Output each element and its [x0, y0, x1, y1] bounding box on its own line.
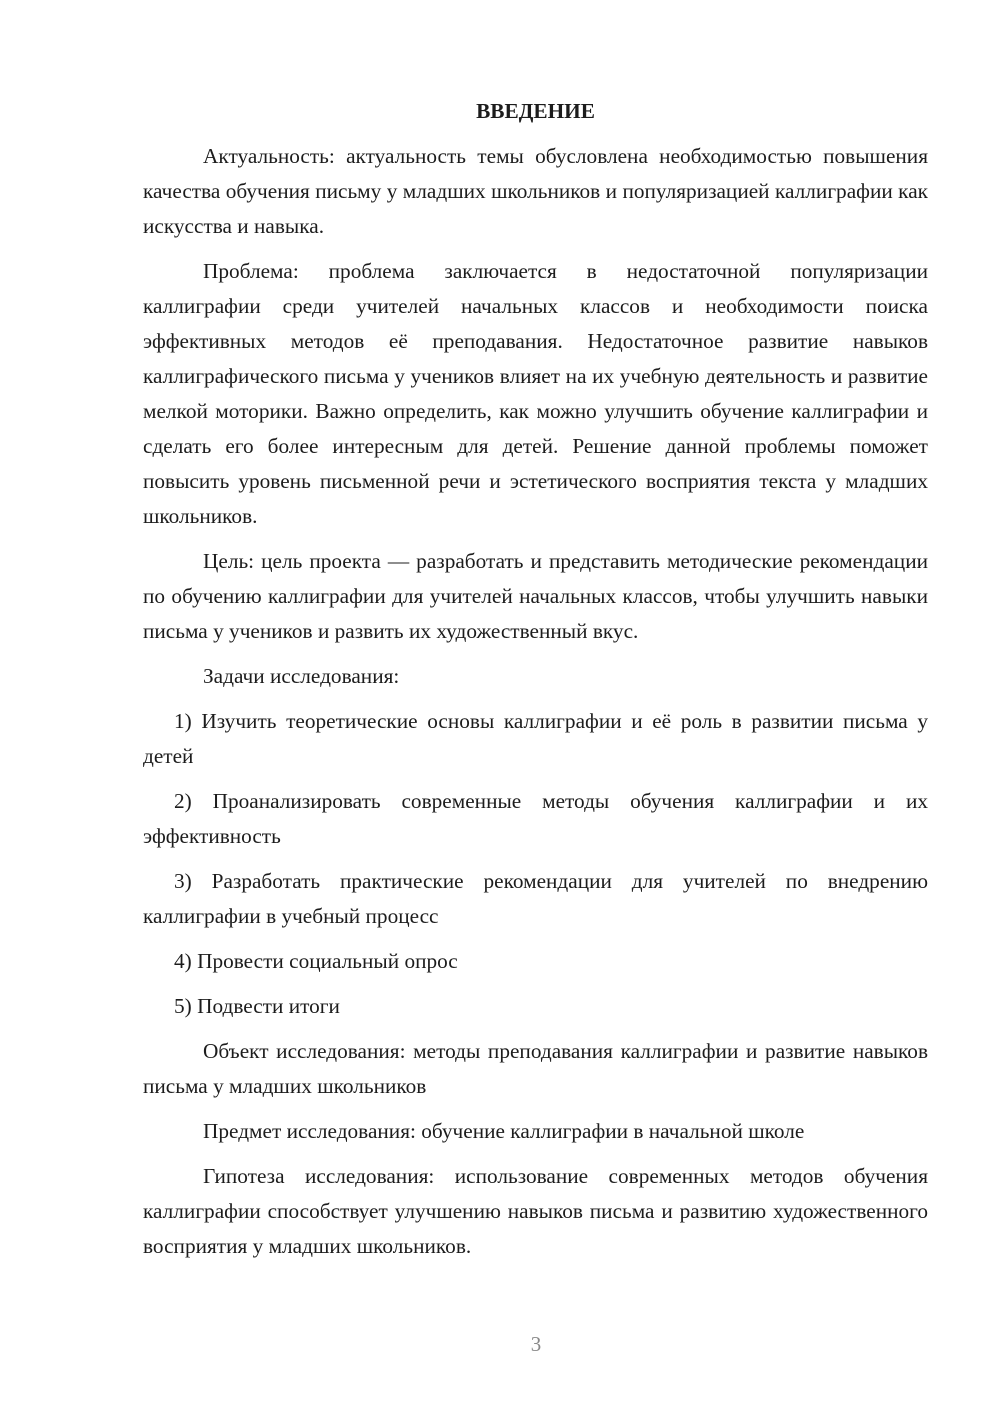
task-item-3: 3) Разработать практические рекомендации для учителей по внедрению каллиграфии в учебный процесс — [143, 869, 928, 928]
relevance-paragraph: Актуальность: актуальность темы обусловлена необходимостью повышения качества обучения письму у младших школьников и популяризацией каллиграфии как искусства и навыка. — [143, 144, 928, 238]
tasks-heading: Задачи исследования: — [203, 664, 400, 688]
page-number: 3 — [530, 1332, 542, 1356]
document-body — [143, 94, 928, 1274]
goal-paragraph: Цель: цель проекта — разработать и представить методические рекомендации по обучению каллиграфии для учителей начальных классов, чтобы улучшить навыки письма у учеников и развить их художественный вкус. — [143, 549, 928, 643]
problem-paragraph: Проблема: проблема заключается в недостаточной популяризации каллиграфии среди учителей начальных классов и необходимости поиска эффективных методов её преподавания. Недостаточное развитие навыков каллиграфического письма у учеников влияет на их учебную деятельность и развитие мелкой моторики. Важно определить, как можно улучшить обучение каллиграфии и сделать его более интересным для детей. Решение данной проблемы поможет повысить уровень письменной речи и эстетического восприятия текста у младших школьников. — [143, 259, 928, 528]
task-item-4: 4) Провести социальный опрос — [174, 949, 458, 973]
hypothesis-paragraph: Гипотеза исследования: использование современных методов обучения каллиграфии способствует улучшению навыков письма и развитию художественного восприятия у младших школьников. — [143, 1164, 928, 1258]
object-paragraph: Объект исследования: методы преподавания каллиграфии и развитие навыков письма у младших школьников — [143, 1039, 928, 1098]
task-item-5: 5) Подвести итоги — [174, 994, 340, 1018]
page-title: ВВЕДЕНИЕ — [476, 99, 595, 123]
task-item-2: 2) Проанализировать современные методы обучения каллиграфии и их эффективность — [143, 789, 928, 848]
task-item-1: 1) Изучить теоретические основы каллиграфии и её роль в развитии письма у детей — [143, 709, 928, 768]
subject-paragraph: Предмет исследования: обучение каллиграфии в начальной школе — [203, 1119, 805, 1143]
